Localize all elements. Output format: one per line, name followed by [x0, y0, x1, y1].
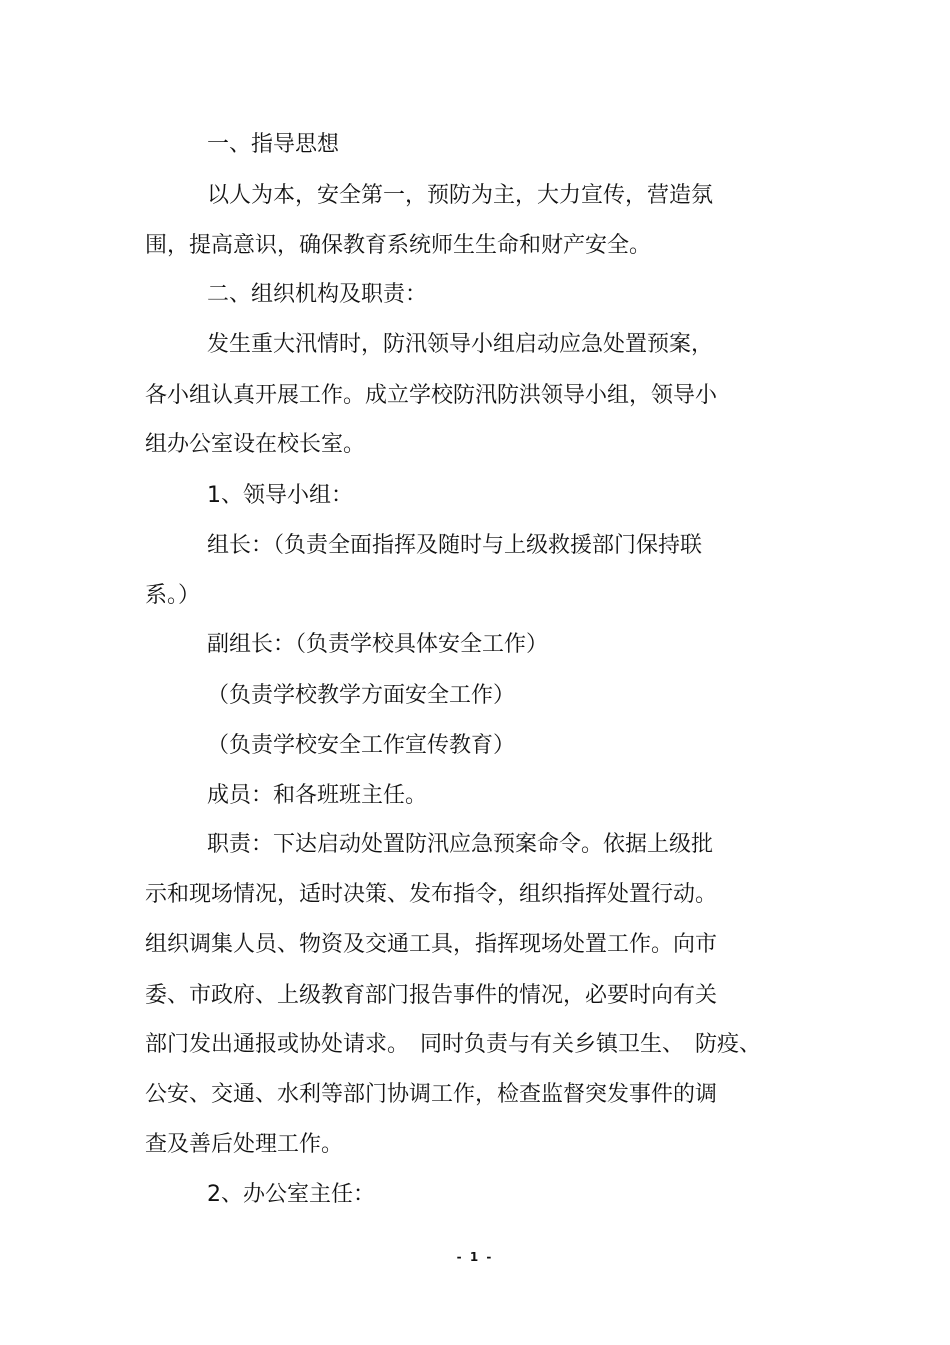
- subheading-office-director: 2、办公室主任：: [207, 1182, 375, 1207]
- paragraph-line: 职责：下达启动处置防汛应急预案命令。依据上级批: [207, 832, 714, 857]
- paragraph-line: 系。）: [145, 583, 201, 608]
- page-number: - 1 -: [456, 1250, 494, 1264]
- paragraph-line: 以人为本，安全第一，预防为主，大力宣传，营造氛: [207, 183, 714, 208]
- paragraph-line: 副组长：（负责学校具体安全工作）: [207, 632, 549, 657]
- subheading-leadership-group: 1、领导小组：: [207, 483, 353, 508]
- paragraph-line: 公安、交通、水利等部门协调工作，检查监督突发事件的调: [145, 1082, 718, 1107]
- paragraph-line: 示和现场情况，适时决策、发布指令，组织指挥处置行动。: [145, 882, 718, 907]
- paragraph-line: 委、市政府、上级教育部门报告事件的情况，必要时向有关: [145, 983, 718, 1008]
- paragraph-line: （负责学校教学方面安全工作）: [207, 683, 516, 708]
- section-heading-organization: 二、组织机构及职责：: [207, 282, 428, 307]
- paragraph-line: 查及善后处理工作。: [145, 1132, 344, 1157]
- paragraph-line: 组织调集人员、物资及交通工具，指挥现场处置工作。向市: [145, 932, 718, 957]
- paragraph-line: 组长：（负责全面指挥及随时与上级救援部门保持联: [207, 533, 703, 558]
- paragraph-line: 成员：和各班班主任。: [207, 783, 428, 808]
- section-heading-guiding-thought: 一、指导思想: [207, 132, 340, 157]
- paragraph-line: 发生重大汛情时，防汛领导小组启动应急处置预案，: [207, 332, 714, 357]
- paragraph-line: 围，提高意识，确保教育系统师生生命和财产安全。: [145, 233, 652, 258]
- paragraph-line: 部门发出通报或协处请求。 同时负责与有关乡镇卫生、 防疫、: [145, 1032, 762, 1057]
- paragraph-line: 组办公室设在校长室。: [145, 432, 366, 457]
- paragraph-line: （负责学校安全工作宣传教育）: [207, 733, 516, 758]
- paragraph-line: 各小组认真开展工作。成立学校防汛防洪领导小组，领导小: [145, 383, 718, 408]
